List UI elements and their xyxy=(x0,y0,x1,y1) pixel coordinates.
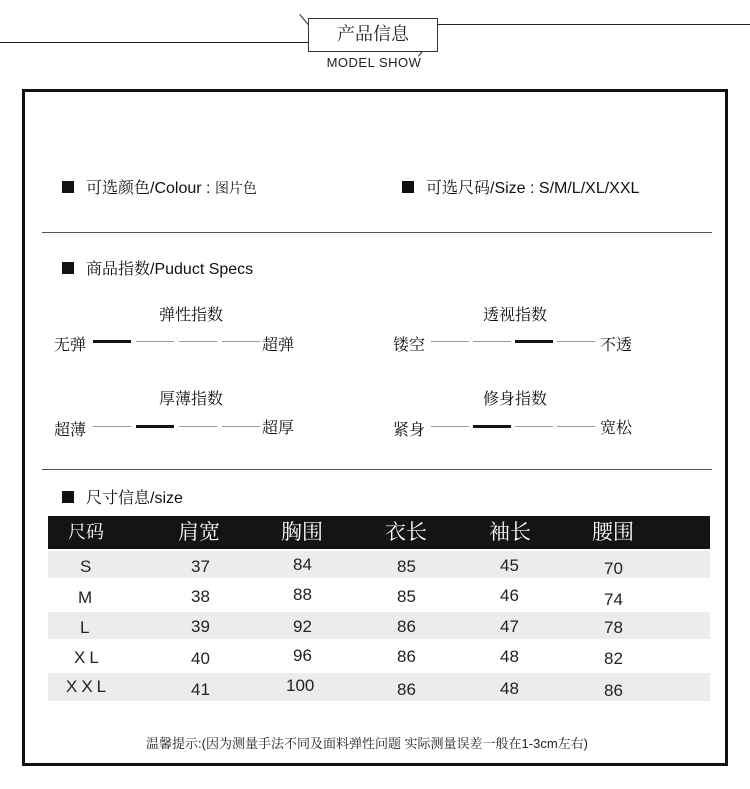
specs-heading xyxy=(62,256,253,279)
size-table-header xyxy=(48,516,710,549)
bullet-square-icon xyxy=(62,491,74,503)
table-cell: 88 xyxy=(293,585,312,604)
spec-elasticity-seg-3 xyxy=(179,341,217,342)
section-divider xyxy=(42,232,712,233)
size-table-heading xyxy=(62,485,183,508)
spec-title-fit: 修身指数 xyxy=(482,391,547,408)
page-title: 产品信息 xyxy=(308,18,438,52)
spec-transparency-seg-4 xyxy=(557,341,595,342)
header-line-right xyxy=(436,24,750,25)
table-cell-size: XL xyxy=(74,648,103,667)
spec-thickness-left: 超薄 xyxy=(54,422,87,439)
measurement-note: 温馨提示:(因为测量手法不同及面料弹性问题 实际测量误差一般在1-3cm左右) xyxy=(146,736,589,751)
table-cell: 40 xyxy=(191,649,210,668)
spec-transparency-seg-2 xyxy=(473,341,511,342)
spec-fit-seg-4 xyxy=(557,426,595,427)
spec-transparency-left: 镂空 xyxy=(393,337,426,354)
table-cell: 92 xyxy=(293,617,312,636)
colour-value: 图片色 xyxy=(214,180,257,196)
table-cell: 39 xyxy=(191,617,210,636)
spec-elasticity-right: 超弹 xyxy=(262,337,295,354)
size-options-label: 可选尺码/Size : S/M/L/XL/XXL xyxy=(426,180,640,197)
table-cell: 47 xyxy=(500,617,519,636)
table-header-cell: 肩宽 xyxy=(178,521,220,544)
table-cell: 86 xyxy=(604,681,623,700)
spec-title-thickness: 厚薄指数 xyxy=(158,391,223,408)
spec-elasticity-seg-2 xyxy=(136,341,174,342)
spec-title-elasticity: 弹性指数 xyxy=(158,307,223,324)
spec-fit-seg-2 xyxy=(473,425,511,428)
bullet-square-icon xyxy=(62,181,74,193)
spec-elasticity-seg-1 xyxy=(93,340,131,343)
table-cell-size: S xyxy=(80,557,92,576)
table-cell: 74 xyxy=(604,590,623,609)
size-table-heading-text: 尺寸信息/size xyxy=(86,490,183,507)
table-cell: 78 xyxy=(604,618,623,637)
spec-elasticity-seg-4 xyxy=(222,341,260,342)
spec-thickness-seg-2 xyxy=(136,425,174,428)
page-subtitle: MODEL SHOW xyxy=(326,55,422,70)
colour-label: 可选颜色/Colour : xyxy=(86,180,211,197)
section-divider xyxy=(42,469,712,470)
table-cell: 37 xyxy=(191,557,210,576)
spec-transparency-seg-3 xyxy=(515,340,553,343)
table-cell: 100 xyxy=(286,676,315,695)
table-cell: 48 xyxy=(500,679,519,698)
spec-transparency-right: 不透 xyxy=(600,337,633,354)
spec-thickness-right: 超厚 xyxy=(262,420,295,437)
table-cell-size: XXL xyxy=(66,677,111,696)
spec-fit-seg-3 xyxy=(515,426,553,427)
table-cell: 82 xyxy=(604,649,623,668)
table-cell: 38 xyxy=(191,587,210,606)
spec-thickness-seg-4 xyxy=(222,426,260,427)
table-cell-size: M xyxy=(78,588,93,607)
spec-fit-right: 宽松 xyxy=(600,420,633,437)
spec-thickness-seg-3 xyxy=(179,426,217,427)
spec-fit-seg-1 xyxy=(431,426,469,427)
table-header-cell: 胸围 xyxy=(281,521,323,544)
table-cell: 48 xyxy=(500,647,519,666)
bullet-square-icon xyxy=(62,262,74,274)
spec-fit-left: 紧身 xyxy=(393,422,426,439)
table-cell-size: L xyxy=(80,618,90,637)
table-cell: 96 xyxy=(293,646,312,665)
specs-heading-text: 商品指数/Puduct Specs xyxy=(86,261,254,278)
spec-elasticity-left: 无弹 xyxy=(54,337,87,354)
table-cell: 86 xyxy=(397,617,416,636)
table-header-cell: 腰围 xyxy=(592,521,634,544)
colour-info xyxy=(62,175,257,198)
table-cell: 45 xyxy=(500,556,519,575)
spec-title-transparency: 透视指数 xyxy=(482,307,547,324)
spec-transparency-seg-1 xyxy=(431,341,469,342)
table-header-cell: 衣长 xyxy=(385,521,427,544)
header-line-left xyxy=(0,42,308,43)
table-cell: 85 xyxy=(397,587,416,606)
table-cell: 84 xyxy=(293,555,312,574)
table-cell: 41 xyxy=(191,680,210,699)
spec-thickness-seg-1 xyxy=(93,426,131,427)
table-cell: 70 xyxy=(604,559,623,578)
table-header-cell: 尺码 xyxy=(68,522,104,542)
table-cell: 86 xyxy=(397,680,416,699)
size-options xyxy=(402,175,639,198)
bullet-square-icon xyxy=(402,181,414,193)
table-header-cell: 袖长 xyxy=(489,521,531,544)
table-cell: 46 xyxy=(500,586,519,605)
table-cell: 85 xyxy=(397,557,416,576)
table-cell: 86 xyxy=(397,647,416,666)
